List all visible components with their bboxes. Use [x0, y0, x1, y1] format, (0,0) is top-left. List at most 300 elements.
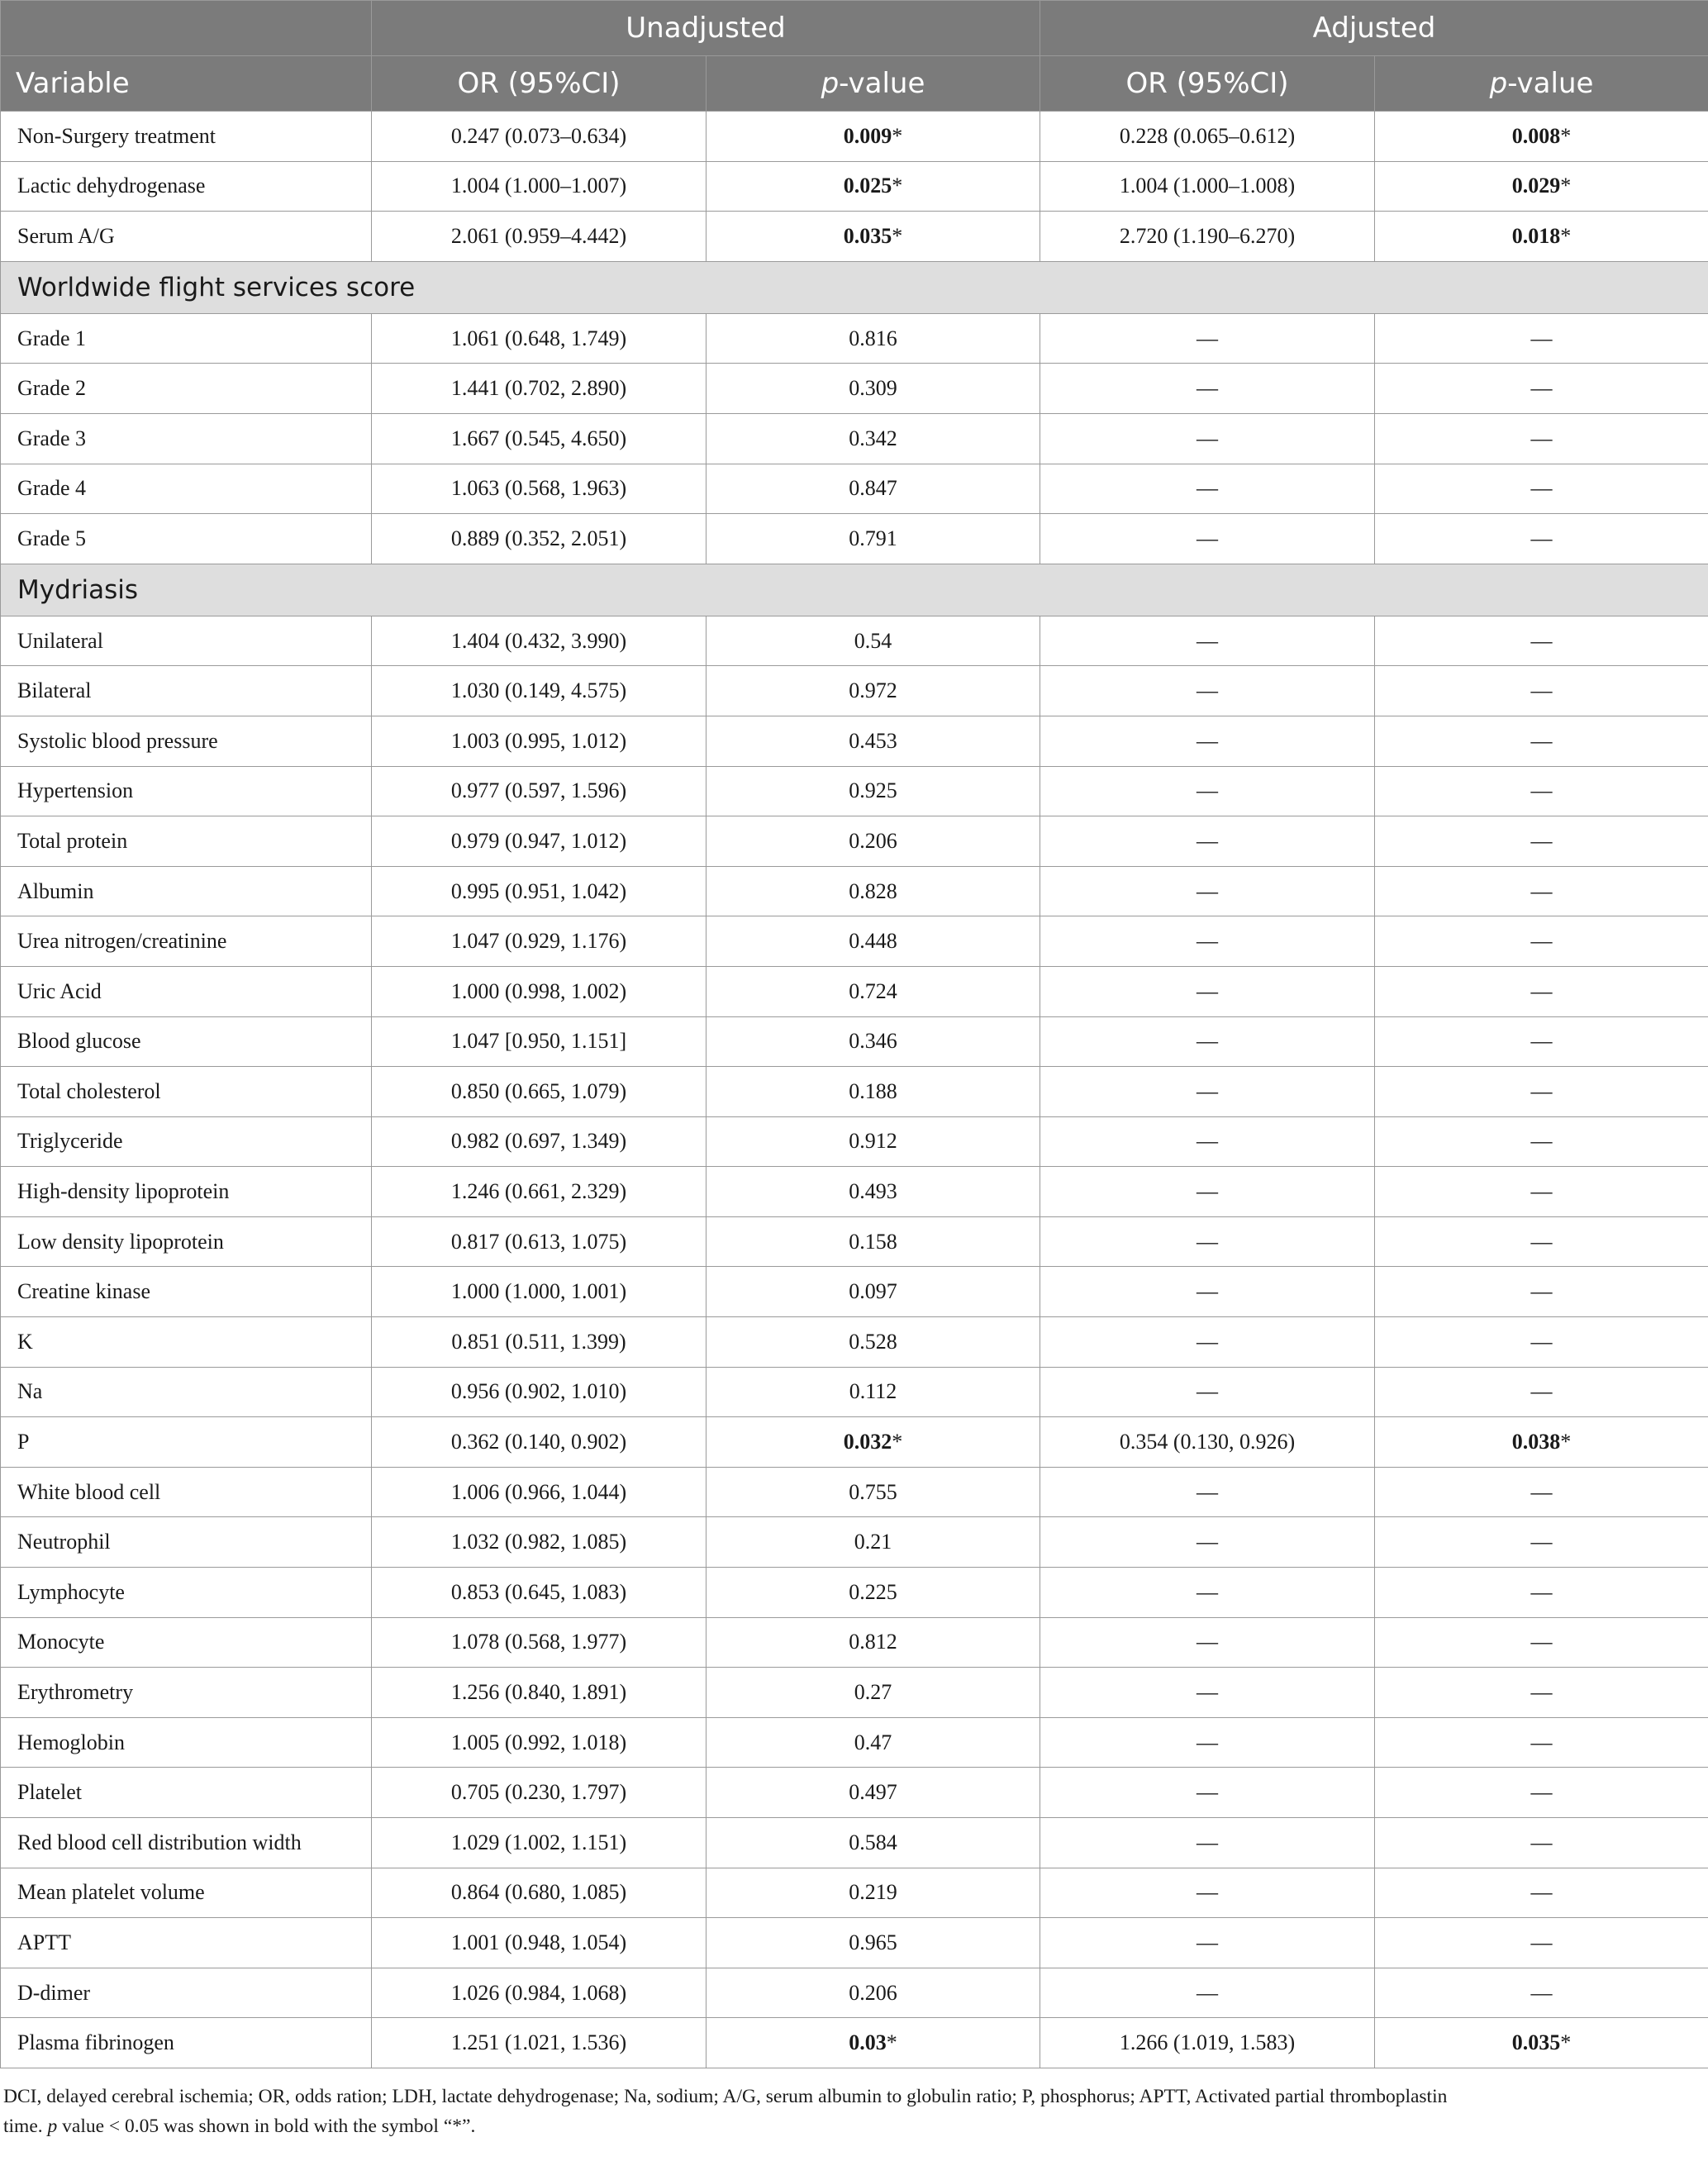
- adjusted-or-cell: [1040, 1216, 1375, 1267]
- adjusted-or-cell-value: 0.354 (0.130, 0.926): [1119, 1430, 1296, 1454]
- adjusted-p-cell-value: —: [1530, 1279, 1553, 1304]
- variable-cell-value: Total cholesterol: [17, 1078, 161, 1103]
- adjusted-or-cell-value: 1.004 (1.000–1.008): [1119, 174, 1296, 198]
- table-row: [1, 112, 1708, 162]
- adjusted-or-cell-value: —: [1197, 1329, 1218, 1354]
- unadjusted-or-cell-value: 1.251 (1.021, 1.536): [450, 2030, 627, 2055]
- variable-cell-value: P: [17, 1430, 30, 1454]
- adjusted-p-cell: [1375, 1467, 1708, 1517]
- table-row: [1, 514, 1708, 564]
- unadjusted-p-cell: [707, 2018, 1040, 2068]
- variable-cell-value: D-dimer: [17, 1980, 91, 2005]
- unadjusted-or-cell-value: 0.851 (0.511, 1.399): [451, 1329, 626, 1354]
- adjusted-or-cell: [1040, 1617, 1375, 1668]
- adjusted-p-cell: [1375, 666, 1708, 716]
- unadjusted-or-cell: [372, 1517, 707, 1568]
- unadjusted-or-cell: [372, 816, 707, 867]
- adjusted-p-cell-value: —: [1530, 978, 1553, 1003]
- table-row: [1, 1768, 1708, 1818]
- unadjusted-p-cell-value: 0.206: [849, 828, 897, 853]
- table-row: [1, 766, 1708, 816]
- unadjusted-p-cell-value: 0.448: [849, 929, 897, 954]
- adjusted-p-cell: [1375, 1367, 1708, 1417]
- unadjusted-p-cell-value: 0.925: [849, 778, 897, 803]
- adjusted-p-cell-value: —: [1530, 1680, 1553, 1705]
- adjusted-or-cell: [1040, 1918, 1375, 1968]
- table-row: [1, 1467, 1708, 1517]
- adjusted-or-cell: [1040, 616, 1375, 666]
- unadjusted-p-cell-value: 0.54: [854, 628, 892, 653]
- variable-cell: [1, 1868, 372, 1918]
- unadjusted-or-cell: [372, 1568, 707, 1618]
- variable-cell-value: Platelet: [17, 1780, 82, 1805]
- unadjusted-or-cell: [372, 514, 707, 564]
- variable-cell-value: Plasma fibrinogen: [17, 2030, 174, 2055]
- adjusted-p-cell-value: 0.018: [1511, 223, 1561, 248]
- unadjusted-p-cell-value: 0.812: [849, 1630, 897, 1654]
- table-row: [1, 966, 1708, 1016]
- significance-marker: *: [1560, 1430, 1572, 1454]
- adjusted-or-cell: [1040, 212, 1375, 262]
- variable-cell: [1, 112, 372, 162]
- variable-cell-value: Lymphocyte: [17, 1579, 125, 1604]
- unadjusted-p-cell: [707, 1868, 1040, 1918]
- adjusted-p-cell: [1375, 313, 1708, 364]
- unadjusted-or-cell-value: 1.078 (0.568, 1.977): [450, 1630, 627, 1654]
- variable-cell: [1, 212, 372, 262]
- header-adjusted-or: OR (95%CI): [1040, 56, 1375, 112]
- header-adjusted-p: [1375, 56, 1708, 112]
- unadjusted-or-cell: [372, 1116, 707, 1167]
- adjusted-or-cell: [1040, 1668, 1375, 1718]
- adjusted-p-cell: [1375, 966, 1708, 1016]
- adjusted-or-cell-value: —: [1197, 1078, 1218, 1103]
- unadjusted-p-cell: [707, 1617, 1040, 1668]
- variable-cell: [1, 1216, 372, 1267]
- unadjusted-or-cell-value: 0.956 (0.902, 1.010): [450, 1379, 627, 1404]
- unadjusted-or-cell: [372, 1167, 707, 1217]
- variable-cell-value: Uric Acid: [17, 978, 102, 1003]
- unadjusted-p-cell-value: 0.847: [849, 476, 897, 501]
- unadjusted-or-cell: [372, 1818, 707, 1868]
- unadjusted-p-cell: [707, 514, 1040, 564]
- variable-cell-value: K: [17, 1329, 33, 1354]
- adjusted-or-cell-value: —: [1197, 1780, 1218, 1805]
- unadjusted-p-cell-value: 0.309: [849, 376, 897, 401]
- unadjusted-or-cell: [372, 666, 707, 716]
- adjusted-p-cell: [1375, 464, 1708, 514]
- section-label: Worldwide flight services score: [1, 261, 1708, 313]
- section-header-row: [1, 564, 1708, 616]
- adjusted-or-cell: [1040, 766, 1375, 816]
- adjusted-or-cell-value: —: [1197, 1680, 1218, 1705]
- adjusted-or-cell: [1040, 1367, 1375, 1417]
- header-unadjusted-p: [707, 56, 1040, 112]
- variable-cell: [1, 866, 372, 916]
- adjusted-p-cell: [1375, 1617, 1708, 1668]
- unadjusted-or-cell: [372, 161, 707, 212]
- unadjusted-or-cell: [372, 464, 707, 514]
- table-row: [1, 666, 1708, 716]
- unadjusted-or-cell: [372, 212, 707, 262]
- unadjusted-or-cell-value: 1.246 (0.661, 2.329): [450, 1179, 627, 1204]
- adjusted-or-cell: [1040, 1868, 1375, 1918]
- adjusted-or-cell: [1040, 464, 1375, 514]
- adjusted-or-cell: [1040, 1317, 1375, 1368]
- unadjusted-p-cell: [707, 1116, 1040, 1167]
- unadjusted-or-cell-value: 0.247 (0.073–0.634): [450, 123, 627, 148]
- unadjusted-p-cell-value: 0.453: [849, 728, 897, 753]
- variable-cell: [1, 1568, 372, 1618]
- variable-cell-value: Red blood cell distribution width: [17, 1830, 302, 1854]
- header-column-row: [1, 56, 1708, 112]
- variable-cell-value: APTT: [17, 1930, 71, 1954]
- adjusted-p-cell: [1375, 716, 1708, 766]
- unadjusted-p-cell-value: 0.025: [843, 174, 892, 198]
- adjusted-or-cell-value: —: [1197, 1530, 1218, 1554]
- adjusted-or-cell-value: —: [1197, 728, 1218, 753]
- adjusted-or-cell-value: —: [1197, 878, 1218, 903]
- adjusted-p-cell: [1375, 816, 1708, 867]
- header-group-row: [1, 1, 1708, 56]
- unadjusted-or-cell-value: 1.667 (0.545, 4.650): [450, 426, 627, 450]
- unadjusted-p-cell: [707, 766, 1040, 816]
- unadjusted-or-cell-value: 1.256 (0.840, 1.891): [450, 1680, 627, 1705]
- adjusted-or-cell-value: —: [1197, 376, 1218, 401]
- adjusted-or-cell: [1040, 1717, 1375, 1768]
- variable-cell-value: Grade 1: [17, 326, 87, 350]
- table-row: [1, 1717, 1708, 1768]
- unadjusted-or-cell: [372, 313, 707, 364]
- variable-cell: [1, 1116, 372, 1167]
- adjusted-p-cell: [1375, 916, 1708, 967]
- variable-cell-value: White blood cell: [17, 1479, 161, 1504]
- unadjusted-or-cell: [372, 1968, 707, 2018]
- variable-cell-value: Urea nitrogen/creatinine: [17, 929, 227, 954]
- variable-cell: [1, 161, 372, 212]
- significance-marker: *: [892, 123, 903, 148]
- header-variable: Variable: [1, 56, 372, 112]
- adjusted-or-cell-value: —: [1197, 1579, 1218, 1604]
- variable-cell: [1, 1016, 372, 1067]
- variable-cell: [1, 1717, 372, 1768]
- adjusted-p-cell-value: —: [1530, 1530, 1553, 1554]
- unadjusted-or-cell: [372, 1417, 707, 1468]
- variable-cell: [1, 514, 372, 564]
- adjusted-or-cell-value: —: [1197, 1730, 1218, 1754]
- adjusted-p-cell-value: —: [1530, 1980, 1553, 2005]
- table-row: [1, 1617, 1708, 1668]
- adjusted-or-cell: [1040, 916, 1375, 967]
- adjusted-or-cell-value: —: [1197, 1479, 1218, 1504]
- adjusted-p-cell: [1375, 1768, 1708, 1818]
- significance-marker: *: [1560, 174, 1572, 198]
- unadjusted-p-cell: [707, 112, 1040, 162]
- variable-cell-value: Grade 5: [17, 526, 87, 550]
- unadjusted-p-cell-value: 0.188: [849, 1078, 897, 1103]
- adjusted-or-cell: [1040, 966, 1375, 1016]
- unadjusted-p-cell-value: 0.972: [849, 678, 897, 703]
- variable-cell: [1, 1818, 372, 1868]
- adjusted-p-cell: [1375, 1317, 1708, 1368]
- adjusted-p-cell: [1375, 514, 1708, 564]
- adjusted-p-cell: [1375, 1668, 1708, 1718]
- header-unadjusted-or: OR (95%CI): [372, 56, 707, 112]
- unadjusted-p-cell: [707, 1216, 1040, 1267]
- table-row: [1, 413, 1708, 464]
- unadjusted-p-cell-value: 0.009: [843, 123, 892, 148]
- variable-cell-value: Erythrometry: [17, 1680, 134, 1705]
- footnote-p-italic: p: [47, 2115, 58, 2137]
- adjusted-p-cell-value: —: [1530, 828, 1553, 853]
- adjusted-p-cell: [1375, 616, 1708, 666]
- variable-cell-value: Grade 3: [17, 426, 87, 450]
- variable-cell-value: Total protein: [17, 828, 128, 853]
- unadjusted-p-cell-value: 0.112: [849, 1379, 897, 1404]
- unadjusted-p-cell-value: 0.528: [849, 1329, 897, 1354]
- adjusted-or-cell-value: —: [1197, 1229, 1218, 1254]
- adjusted-p-cell-value: —: [1530, 1830, 1553, 1854]
- adjusted-or-cell-value: —: [1197, 778, 1218, 803]
- unadjusted-p-cell: [707, 212, 1040, 262]
- variable-cell-value: Monocyte: [17, 1630, 105, 1654]
- header-unadjusted: Unadjusted: [372, 1, 1040, 56]
- unadjusted-or-cell-value: 0.995 (0.951, 1.042): [450, 878, 627, 903]
- variable-cell: [1, 464, 372, 514]
- variable-cell-value: Lactic dehydrogenase: [17, 174, 206, 198]
- unadjusted-p-cell-value: 0.47: [854, 1730, 892, 1754]
- adjusted-p-cell: [1375, 112, 1708, 162]
- unadjusted-or-cell: [372, 1016, 707, 1067]
- variable-cell: [1, 364, 372, 414]
- table-row: [1, 1317, 1708, 1368]
- unadjusted-p-cell: [707, 1717, 1040, 1768]
- significance-marker: *: [892, 223, 903, 248]
- adjusted-p-cell: [1375, 1818, 1708, 1868]
- variable-cell-value: Triglyceride: [17, 1129, 123, 1154]
- adjusted-p-cell-value: —: [1530, 1329, 1553, 1354]
- significance-marker: *: [1560, 2030, 1572, 2055]
- adjusted-p-cell-value: 0.029: [1511, 174, 1561, 198]
- adjusted-or-cell: [1040, 1467, 1375, 1517]
- unadjusted-p-cell-value: 0.828: [849, 878, 897, 903]
- unadjusted-or-cell-value: 0.853 (0.645, 1.083): [450, 1579, 627, 1604]
- variable-cell-value: Serum A/G: [17, 223, 115, 248]
- unadjusted-p-cell: [707, 1918, 1040, 1968]
- unadjusted-or-cell-value: 1.026 (0.984, 1.068): [450, 1980, 627, 2005]
- unadjusted-or-cell-value: 1.006 (0.966, 1.044): [450, 1479, 627, 1504]
- table-row: [1, 464, 1708, 514]
- unadjusted-or-cell-value: 1.441 (0.702, 2.890): [450, 376, 627, 401]
- unadjusted-or-cell: [372, 364, 707, 414]
- unadjusted-or-cell: [372, 1067, 707, 1117]
- table-row: [1, 1918, 1708, 1968]
- adjusted-or-cell: [1040, 161, 1375, 212]
- adjusted-p-cell: [1375, 1267, 1708, 1317]
- unadjusted-or-cell: [372, 916, 707, 967]
- adjusted-p-cell-value: —: [1530, 1930, 1553, 1954]
- significance-marker: *: [1560, 123, 1572, 148]
- adjusted-or-cell-value: —: [1197, 1930, 1218, 1954]
- variable-cell-value: Unilateral: [17, 628, 103, 653]
- p-suffix: -value: [1507, 67, 1594, 100]
- adjusted-or-cell-value: —: [1197, 1830, 1218, 1854]
- unadjusted-p-cell: [707, 966, 1040, 1016]
- unadjusted-or-cell: [372, 1267, 707, 1317]
- table-header: [1, 1, 1708, 112]
- unadjusted-p-cell-value: 0.755: [849, 1479, 897, 1504]
- variable-cell: [1, 966, 372, 1016]
- adjusted-or-cell-value: —: [1197, 476, 1218, 501]
- unadjusted-p-cell-value: 0.158: [849, 1229, 897, 1254]
- section-label: Mydriasis: [1, 564, 1708, 616]
- adjusted-p-cell-value: —: [1530, 1780, 1553, 1805]
- unadjusted-p-cell-value: 0.965: [849, 1930, 897, 1954]
- significance-marker: *: [886, 2030, 897, 2055]
- unadjusted-p-cell: [707, 1968, 1040, 2018]
- adjusted-p-cell-value: —: [1530, 1179, 1553, 1204]
- unadjusted-or-cell-value: 0.864 (0.680, 1.085): [450, 1880, 627, 1905]
- adjusted-p-cell: [1375, 766, 1708, 816]
- table-row: [1, 1116, 1708, 1167]
- adjusted-or-cell: [1040, 1016, 1375, 1067]
- adjusted-or-cell: [1040, 1968, 1375, 2018]
- table-row: [1, 1067, 1708, 1117]
- variable-cell-value: Hemoglobin: [17, 1730, 125, 1754]
- p-suffix: -value: [839, 67, 925, 100]
- adjusted-or-cell-value: —: [1197, 1179, 1218, 1204]
- adjusted-or-cell-value: —: [1197, 978, 1218, 1003]
- unadjusted-or-cell-value: 1.000 (0.998, 1.002): [450, 978, 627, 1003]
- variable-cell: [1, 1417, 372, 1468]
- adjusted-or-cell: [1040, 112, 1375, 162]
- adjusted-or-cell-value: —: [1197, 828, 1218, 853]
- unadjusted-or-cell-value: 0.977 (0.597, 1.596): [450, 778, 627, 803]
- unadjusted-or-cell-value: 1.030 (0.149, 4.575): [450, 678, 627, 703]
- table-row: [1, 1016, 1708, 1067]
- adjusted-p-cell: [1375, 413, 1708, 464]
- unadjusted-p-cell: [707, 916, 1040, 967]
- unadjusted-p-cell: [707, 1167, 1040, 1217]
- unadjusted-or-cell-value: 1.005 (0.992, 1.018): [450, 1730, 627, 1754]
- adjusted-or-cell-value: —: [1197, 1379, 1218, 1404]
- adjusted-p-cell-value: —: [1530, 628, 1553, 653]
- unadjusted-p-cell-value: 0.27: [854, 1680, 892, 1705]
- variable-cell: [1, 1067, 372, 1117]
- unadjusted-p-cell: [707, 1067, 1040, 1117]
- table-row: [1, 1868, 1708, 1918]
- footnote-line-2-start: time.: [3, 2115, 48, 2137]
- table-row: [1, 1818, 1708, 1868]
- unadjusted-p-cell-value: 0.03: [849, 2030, 887, 2055]
- variable-cell-value: High-density lipoprotein: [17, 1179, 230, 1204]
- unadjusted-p-cell: [707, 666, 1040, 716]
- adjusted-or-cell: [1040, 666, 1375, 716]
- adjusted-or-cell: [1040, 1517, 1375, 1568]
- unadjusted-p-cell: [707, 313, 1040, 364]
- unadjusted-p-cell: [707, 1417, 1040, 1468]
- unadjusted-or-cell-value: 0.982 (0.697, 1.349): [450, 1129, 627, 1154]
- unadjusted-or-cell-value: 1.061 (0.648, 1.749): [450, 326, 627, 350]
- unadjusted-or-cell-value: 0.817 (0.613, 1.075): [450, 1229, 627, 1254]
- table-row: [1, 2018, 1708, 2068]
- variable-cell-value: Non-Surgery treatment: [17, 123, 216, 148]
- adjusted-p-cell-value: 0.038: [1511, 1430, 1561, 1454]
- variable-cell-value: Systolic blood pressure: [17, 728, 218, 753]
- unadjusted-p-cell: [707, 1517, 1040, 1568]
- adjusted-or-cell-value: —: [1197, 1279, 1218, 1304]
- unadjusted-p-cell-value: 0.346: [849, 1029, 897, 1054]
- unadjusted-or-cell: [372, 1918, 707, 1968]
- unadjusted-or-cell-value: 0.979 (0.947, 1.012): [450, 828, 627, 853]
- adjusted-p-cell-value: —: [1530, 1379, 1553, 1404]
- adjusted-or-cell: [1040, 1417, 1375, 1468]
- variable-cell-value: Na: [17, 1379, 43, 1404]
- unadjusted-p-cell: [707, 413, 1040, 464]
- significance-marker: *: [1560, 223, 1572, 248]
- unadjusted-or-cell-value: 1.003 (0.995, 1.012): [450, 728, 627, 753]
- unadjusted-or-cell-value: 1.047 [0.950, 1.151]: [450, 1029, 627, 1054]
- adjusted-p-cell-value: 0.035: [1511, 2030, 1561, 2055]
- adjusted-or-cell: [1040, 364, 1375, 414]
- header-blank-cell: [1, 1, 372, 56]
- adjusted-or-cell: [1040, 2018, 1375, 2068]
- unadjusted-or-cell: [372, 1717, 707, 1768]
- unadjusted-or-cell-value: 0.889 (0.352, 2.051): [450, 526, 627, 550]
- significance-marker: *: [892, 174, 903, 198]
- unadjusted-p-cell-value: 0.032: [843, 1430, 892, 1454]
- variable-cell-value: Grade 4: [17, 476, 87, 501]
- unadjusted-or-cell: [372, 413, 707, 464]
- unadjusted-p-cell: [707, 464, 1040, 514]
- adjusted-p-cell: [1375, 1116, 1708, 1167]
- adjusted-p-cell-value: —: [1530, 929, 1553, 954]
- adjusted-or-cell: [1040, 866, 1375, 916]
- adjusted-or-cell-value: —: [1197, 628, 1218, 653]
- variable-cell: [1, 716, 372, 766]
- unadjusted-p-cell-value: 0.21: [854, 1530, 892, 1554]
- table-row: [1, 364, 1708, 414]
- unadjusted-or-cell-value: 1.032 (0.982, 1.085): [450, 1530, 627, 1554]
- unadjusted-or-cell: [372, 1467, 707, 1517]
- adjusted-or-cell: [1040, 1116, 1375, 1167]
- adjusted-p-cell-value: —: [1530, 1479, 1553, 1504]
- variable-cell: [1, 2018, 372, 2068]
- adjusted-or-cell: [1040, 1818, 1375, 1868]
- table-row: [1, 816, 1708, 867]
- adjusted-p-cell: [1375, 1568, 1708, 1618]
- unadjusted-p-cell-value: 0.584: [849, 1830, 897, 1854]
- p-italic: p: [1489, 67, 1508, 100]
- table-row: [1, 1267, 1708, 1317]
- adjusted-or-cell-value: —: [1197, 326, 1218, 350]
- adjusted-or-cell: [1040, 313, 1375, 364]
- unadjusted-or-cell: [372, 616, 707, 666]
- p-italic: p: [821, 67, 840, 100]
- adjusted-or-cell: [1040, 1768, 1375, 1818]
- adjusted-p-cell-value: 0.008: [1511, 123, 1561, 148]
- unadjusted-or-cell-value: 0.362 (0.140, 0.902): [450, 1430, 627, 1454]
- adjusted-p-cell-value: —: [1530, 1129, 1553, 1154]
- unadjusted-p-cell-value: 0.724: [849, 978, 897, 1003]
- adjusted-p-cell: [1375, 1918, 1708, 1968]
- unadjusted-p-cell-value: 0.097: [849, 1279, 897, 1304]
- adjusted-p-cell-value: —: [1530, 1730, 1553, 1754]
- variable-cell-value: Mean platelet volume: [17, 1880, 205, 1905]
- table-row: [1, 1167, 1708, 1217]
- variable-cell-value: Hypertension: [17, 778, 134, 803]
- unadjusted-p-cell-value: 0.035: [843, 223, 892, 248]
